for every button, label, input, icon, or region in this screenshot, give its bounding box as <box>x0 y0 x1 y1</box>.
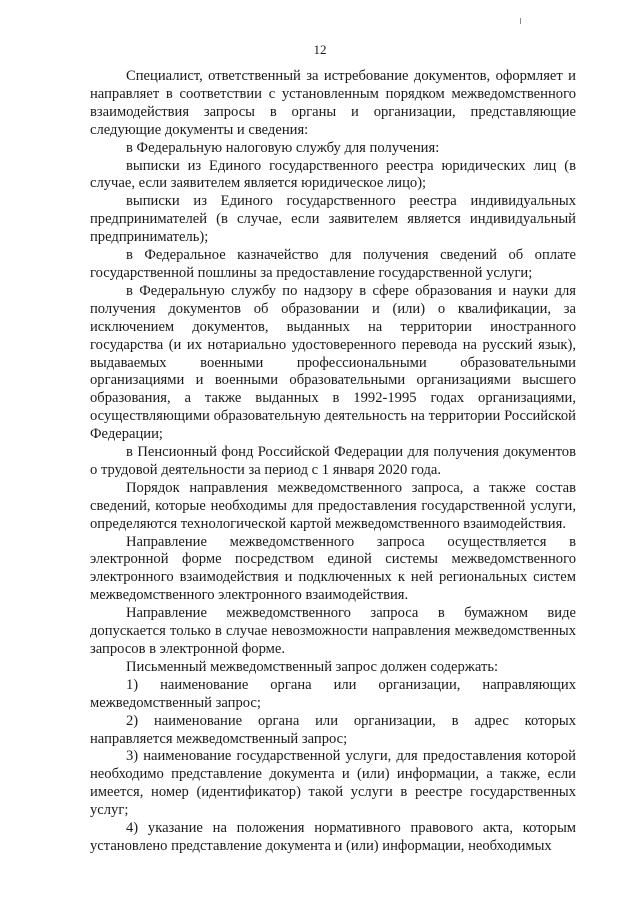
paragraph: выписки из Единого государственного реестра юридических лиц (в случае, если заявителем является юридическое лицо); <box>90 157 576 192</box>
paragraph: в Федеральное казначейство для получения сведений об оплате государственной пошлины за предоставление государственной услуги; <box>90 247 576 281</box>
paragraph: Направление межведомственного запроса в бумажном виде допускается только в случае невозможности направления межведомственных запросов в электронной форме. <box>90 605 576 657</box>
list-item: 4) указание на положения нормативного правового акта, которым установлено представление документа и (или) информации, необходимых <box>90 820 576 854</box>
list-item: 3) наименование государственной услуги, для предоставления которой необходимо представление документа и (или) информации, а также, если имеется, номер (идентификатор) такой услуги в реестре государственных услуг; <box>90 748 576 819</box>
scan-mark <box>520 18 521 24</box>
paragraph: Специалист, ответственный за истребование документов, оформляет и направляет в соответствии с установленным порядком межведомственного взаимодействия запросы в органы и организации, представляющие следующие документы и сведения: <box>90 68 576 138</box>
paragraph: Порядок направления межведомственного запроса, а также состав сведений, которые необходимы для предоставления государственной услуги, определяются технологической картой межведомственного взаимодействия. <box>90 479 576 532</box>
paragraph: выписки из Единого государственного реестра индивидуальных предпринимателей (в случае, если заявителем является индивидуальный предприниматель); <box>90 193 576 246</box>
paragraph: в Пенсионный фонд Российской Федерации для получения документов о трудовой деятельности за период с 1 января 2020 года. <box>90 444 576 478</box>
list-item: 1) наименование органа или организации, направляющих межведомственный запрос; <box>90 676 576 711</box>
document-body <box>90 68 576 856</box>
paragraph: в Федеральную службу по надзору в сфере образования и науки для получения документов об образовании и (или) о квалификации, за исключением документов, выданных на территории иностранного государства (и их нотариально удостоверенного перевода на русский язык), выдаваемых военными профессиональными образовательными организациями и военными образовательными организациями высшего образования, а также выданных в 1992-1995 годах организациями, осуществляющими образовательную деятельность на территории Российской Федерации; <box>90 282 576 443</box>
paragraph: Письменный межведомственный запрос должен содержать: <box>126 658 499 675</box>
page-number: 12 <box>313 42 327 57</box>
paragraph: в Федеральную налоговую службу для получения: <box>126 139 440 156</box>
list-item: 2) наименование органа или организации, в адрес которых направляется межведомственный запрос; <box>90 712 576 747</box>
paragraph: Направление межведомственного запроса осуществляется в электронной форме посредством единой системы межведомственного электронного взаимодействия и подключенных к ней региональных систем межведомственного электронного взаимодействия. <box>90 533 576 604</box>
